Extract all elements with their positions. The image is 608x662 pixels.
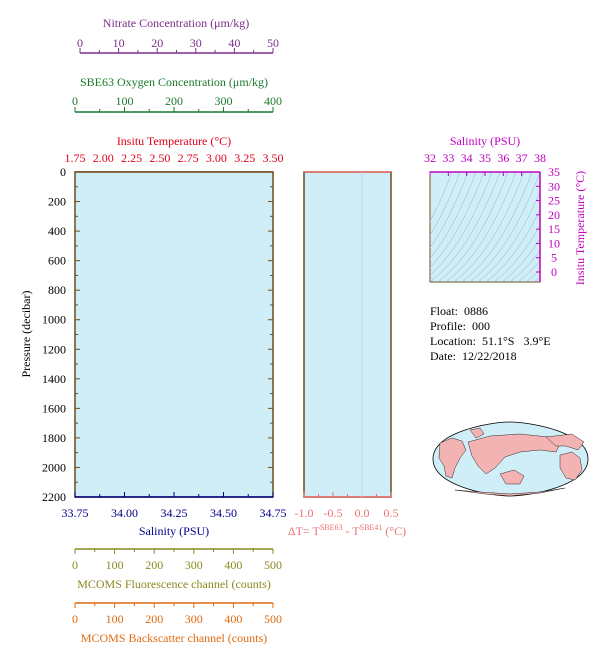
fluorescence-axis-label: MCOMS Fluorescence channel (counts) bbox=[77, 577, 271, 591]
oxygen-tick-label: 400 bbox=[264, 94, 282, 108]
ts-salinity-axis bbox=[424, 151, 546, 176]
salinity-axis-label: Salinity (PSU) bbox=[138, 524, 210, 538]
salinity-axis bbox=[62, 492, 287, 538]
ts-diagram bbox=[382, 134, 608, 285]
pressure-tick-label: 2200 bbox=[42, 490, 66, 504]
temperature-axis-label: Insitu Temperature (°C) bbox=[116, 134, 232, 148]
main-profile-panel bbox=[75, 172, 273, 497]
temperature-tick-label: 3.25 bbox=[234, 151, 256, 165]
temperature-axis bbox=[65, 134, 284, 177]
ts-salinity-tick-label: 33 bbox=[442, 151, 455, 165]
oxygen-tick-label: 0 bbox=[72, 94, 78, 108]
ts-salinity-tick-label: 34 bbox=[460, 151, 473, 165]
pressure-tick-label: 1800 bbox=[42, 430, 66, 445]
ts-salinity-tick-label: 35 bbox=[479, 151, 491, 165]
ts-salinity-tick-label: 32 bbox=[424, 151, 436, 165]
fluorescence-tick-label: 200 bbox=[145, 558, 164, 572]
ts-salinity-tick-label: 36 bbox=[497, 151, 510, 165]
ts-temperature-tick-label: 20 bbox=[548, 207, 560, 222]
backscatter-tick-label: 0 bbox=[72, 612, 78, 626]
fluorescence-tick-label: 0 bbox=[72, 558, 78, 572]
ts-salinity-axis-label: Salinity (PSU) bbox=[449, 134, 521, 148]
float-info: Float: 0886 bbox=[430, 304, 489, 318]
temperature-tick-label: 1.75 bbox=[64, 151, 86, 165]
delta-t-panel bbox=[304, 172, 391, 497]
nitrate-axis-label: Nitrate Concentration (μm/kg) bbox=[102, 16, 250, 30]
pressure-tick-label: 1000 bbox=[42, 312, 66, 327]
oxygen-tick-label: 300 bbox=[214, 94, 233, 108]
backscatter-tick-label: 100 bbox=[105, 612, 124, 626]
ts-panel bbox=[430, 172, 540, 282]
delta-t-label-unit: (°C) bbox=[382, 524, 407, 538]
pressure-tick-label: 1600 bbox=[42, 401, 66, 416]
pressure-axis-label: Pressure (decibar) bbox=[19, 290, 33, 378]
backscatter-tick-label: 300 bbox=[184, 612, 203, 626]
temperature-tick-label: 2.00 bbox=[92, 151, 114, 165]
salinity-tick-label: 33.75 bbox=[61, 506, 89, 520]
salinity-tick-label: 34.25 bbox=[160, 506, 188, 520]
nitrate-tick-label: 20 bbox=[151, 36, 164, 50]
oxygen-tick-label: 200 bbox=[165, 94, 183, 108]
pressure-tick-label: 400 bbox=[48, 224, 66, 239]
delta-t-tick-label: 0.0 bbox=[354, 506, 370, 520]
ts-temperature-tick-label: 10 bbox=[548, 236, 560, 251]
temperature-tick-label: 2.75 bbox=[177, 151, 199, 165]
pressure-tick-label: 2000 bbox=[42, 460, 66, 475]
nitrate-tick-label: 10 bbox=[112, 36, 125, 50]
ts-temperature-tick-label: 25 bbox=[548, 193, 560, 208]
pressure-tick-label: 0 bbox=[60, 165, 66, 179]
temperature-tick-label: 3.00 bbox=[205, 151, 227, 165]
ts-temperature-tick-label: 35 bbox=[548, 165, 560, 179]
backscatter-axis bbox=[72, 603, 282, 645]
pressure-tick-label: 1400 bbox=[42, 371, 66, 386]
ts-temperature-tick-label: 0 bbox=[551, 265, 557, 279]
pressure-tick-label: 200 bbox=[48, 194, 66, 209]
oxygen-tick-label: 100 bbox=[115, 94, 134, 108]
temperature-tick-label: 2.25 bbox=[121, 151, 143, 165]
delta-t-tick-label: -1.0 bbox=[294, 506, 314, 520]
ts-temperature-axis bbox=[536, 165, 560, 282]
fluorescence-tick-label: 500 bbox=[264, 558, 282, 572]
temperature-tick-label: 2.50 bbox=[149, 151, 171, 165]
backscatter-axis-label: MCOMS Backscatter channel (counts) bbox=[80, 631, 268, 645]
nitrate-tick-label: 50 bbox=[267, 36, 279, 50]
backscatter-tick-label: 500 bbox=[264, 612, 282, 626]
ts-temperature-axis-label: Insitu Temperature (°C) bbox=[573, 170, 587, 286]
delta-t-tick-label: -0.5 bbox=[323, 506, 343, 520]
oxygen-axis-label: SBE63 Oxygen Concentration (μm/kg) bbox=[79, 75, 269, 89]
backscatter-tick-label: 200 bbox=[145, 612, 164, 626]
delta-t-label-main: ΔT= T bbox=[287, 524, 320, 538]
pressure-tick-label: 800 bbox=[48, 283, 66, 298]
profile-info: Profile: 000 bbox=[430, 319, 490, 333]
salinity-tick-label: 34.75 bbox=[259, 506, 287, 520]
pressure-tick-label: 600 bbox=[48, 253, 66, 268]
nitrate-axis bbox=[77, 16, 279, 53]
fluorescence-tick-label: 300 bbox=[184, 558, 203, 572]
density-contour bbox=[534, 172, 604, 282]
delta-t-label-sup2: SBE41 bbox=[359, 523, 383, 532]
temperature-tick-label: 3.50 bbox=[262, 151, 284, 165]
pressure-tick-label: 1200 bbox=[42, 342, 66, 357]
nitrate-tick-label: 40 bbox=[228, 36, 241, 50]
ts-salinity-tick-label: 37 bbox=[515, 151, 528, 165]
ts-salinity-tick-label: 38 bbox=[534, 151, 546, 165]
salinity-tick-label: 34.00 bbox=[111, 506, 138, 520]
fluorescence-tick-label: 100 bbox=[105, 558, 124, 572]
date-info: Date: 12/22/2018 bbox=[430, 349, 517, 363]
ts-temperature-tick-label: 5 bbox=[551, 250, 557, 265]
delta-t-axis-label bbox=[288, 523, 406, 538]
world-map bbox=[433, 422, 588, 496]
nitrate-tick-label: 30 bbox=[189, 36, 202, 50]
oxygen-axis bbox=[72, 75, 282, 112]
backscatter-tick-label: 400 bbox=[224, 612, 243, 626]
location-info: Location: 51.1°S 3.9°E bbox=[430, 334, 551, 348]
delta-t-label-mid: - T bbox=[342, 524, 360, 538]
nitrate-tick-label: 0 bbox=[77, 36, 83, 50]
fluorescence-axis bbox=[72, 549, 282, 591]
ts-temperature-tick-label: 30 bbox=[548, 179, 560, 194]
salinity-tick-label: 34.50 bbox=[210, 506, 237, 520]
delta-t-label-sup1: SBE63 bbox=[319, 523, 343, 532]
delta-t-tick-label: 0.5 bbox=[383, 506, 399, 520]
fluorescence-tick-label: 400 bbox=[224, 558, 243, 572]
ts-temperature-tick-label: 15 bbox=[548, 222, 560, 237]
